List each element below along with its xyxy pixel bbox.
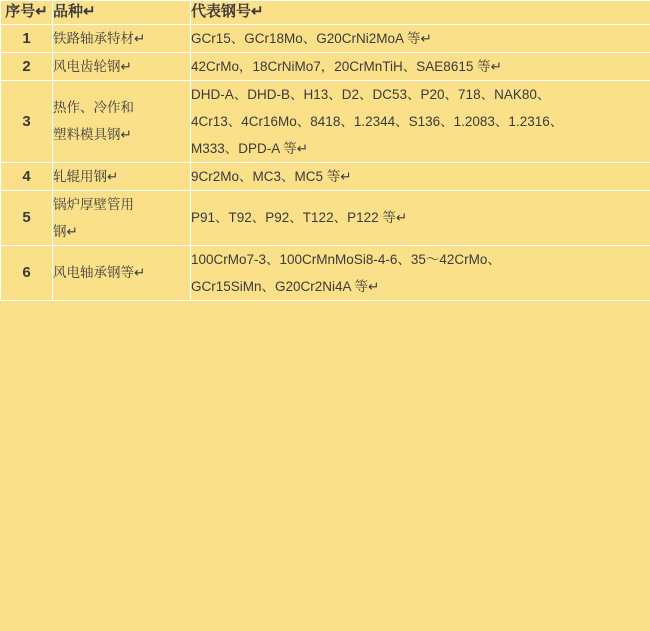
row-grades-line: 4Cr13、4Cr16Mo、8418、1.2344、S136、1.2083、1.2316、 — [191, 113, 564, 129]
row-grades — [191, 162, 650, 190]
table-body — [1, 24, 650, 300]
row-type-line: 钢↵ — [53, 223, 78, 239]
steel-grades-table — [0, 0, 650, 301]
row-number: 5 — [1, 190, 53, 245]
row-type-line: 塑料模具钢↵ — [53, 127, 132, 142]
table-row — [1, 80, 650, 162]
row-type — [53, 52, 191, 80]
row-grades-line: GCr15、GCr18Mo、G20CrNi2MoA 等↵ — [191, 30, 432, 46]
row-grades — [191, 80, 650, 162]
table-row — [1, 245, 650, 300]
row-type-line: 风电齿轮钢↵ — [53, 58, 132, 74]
table-row — [1, 190, 650, 245]
row-number: 3 — [1, 80, 53, 162]
row-type-line: 风电轴承钢等↵ — [53, 265, 146, 280]
row-number: 6 — [1, 245, 53, 300]
table-header — [1, 1, 650, 25]
row-grades-line: P91、T92、P92、T122、P122 等↵ — [191, 210, 408, 225]
row-grades-line: 100CrMo7-3、100CrMnMoSi8-4-6、35～42CrMo、 — [191, 251, 501, 267]
row-number: 1 — [1, 24, 53, 52]
column-header-grades: 代表钢号↵ — [191, 1, 650, 25]
row-grades — [191, 190, 650, 245]
row-type — [53, 190, 191, 245]
row-type-line: 轧辊用钢↵ — [53, 168, 119, 184]
row-number: 2 — [1, 52, 53, 80]
column-header-type: 品种↵ — [53, 1, 191, 25]
row-grades — [191, 52, 650, 80]
row-type-line: 锅炉厚壁管用 — [53, 196, 134, 212]
row-type-line: 热作、冷作和 — [53, 100, 134, 115]
row-grades-line: DHD-A、DHD-B、H13、D2、DC53、P20、718、NAK80、 — [191, 86, 551, 102]
table-row — [1, 162, 650, 190]
row-grades-line: 42CrMo，18CrNiMo7，20CrMnTiH、SAE8615 等↵ — [191, 58, 502, 74]
row-type — [53, 245, 191, 300]
table-header-row — [1, 1, 650, 25]
row-type-line: 铁路轴承特材↵ — [53, 30, 146, 46]
row-grades — [191, 24, 650, 52]
row-number: 4 — [1, 162, 53, 190]
column-header-no: 序号↵ — [1, 1, 53, 25]
row-type — [53, 24, 191, 52]
row-type — [53, 162, 191, 190]
row-grades — [191, 245, 650, 300]
row-grades-line: 9Cr2Mo、MC3、MC5 等↵ — [191, 168, 352, 184]
row-type — [53, 80, 191, 162]
table-row — [1, 52, 650, 80]
table-row — [1, 24, 650, 52]
row-grades-line: M333、DPD-A 等↵ — [191, 140, 309, 156]
row-grades-line: GCr15SiMn、G20Cr2Ni4A 等↵ — [191, 278, 380, 294]
